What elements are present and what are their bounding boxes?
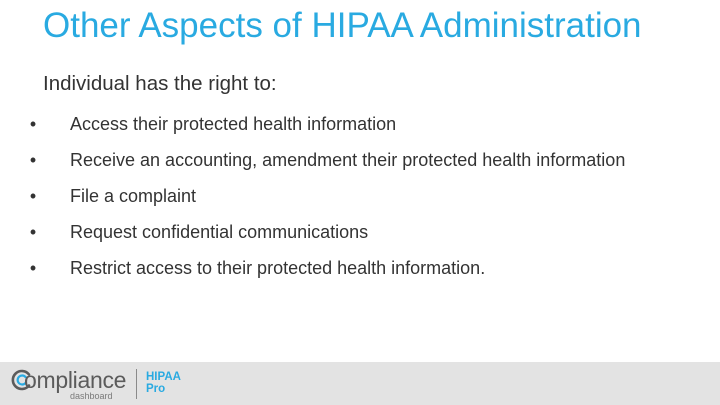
slide-subtitle: Individual has the right to: <box>43 72 277 95</box>
bullet-item <box>28 220 628 245</box>
bullet-text: Access their protected health information <box>70 114 397 134</box>
slide-title: Other Aspects of HIPAA Administration <box>43 6 642 45</box>
bullet-icon: • <box>29 114 37 134</box>
bullet-text: File a complaint <box>70 186 197 206</box>
logo-brand-text: ompliance <box>24 367 127 393</box>
bullet-text: Restrict access to their protected health information. <box>70 258 486 278</box>
bullet-list <box>28 112 628 292</box>
bullet-item <box>28 256 628 281</box>
bullet-icon: • <box>29 186 37 206</box>
logo-tagline: dashboard <box>70 391 113 401</box>
logo-product-line1: HIPAA <box>146 371 181 383</box>
logo-product <box>146 371 181 395</box>
bullet-text: Request confidential communications <box>70 222 369 242</box>
logo-wordmark <box>10 364 132 404</box>
bullet-icon: • <box>29 258 37 278</box>
bullet-item <box>28 184 628 209</box>
logo-product-line2: Pro <box>146 383 166 395</box>
bullet-icon: • <box>29 150 37 170</box>
bullet-item <box>28 112 628 137</box>
bullet-icon: • <box>29 222 37 242</box>
footer-bar <box>0 362 720 405</box>
logo-divider <box>136 369 137 399</box>
compliance-dashboard-logo <box>10 364 181 404</box>
bullet-text: Receive an accounting, amendment their protected health information <box>70 150 626 170</box>
bullet-item <box>28 148 628 173</box>
